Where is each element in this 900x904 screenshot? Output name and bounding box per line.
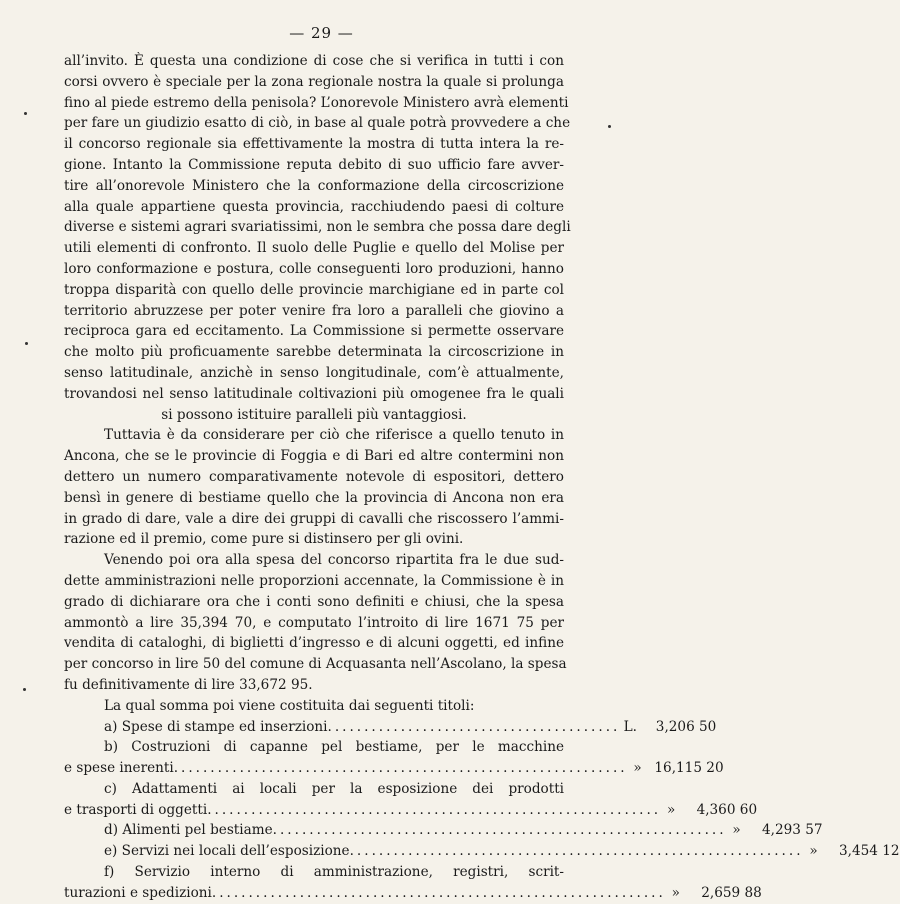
text-line: il concorso regionale sia effettivamente la mostra di tutta intera la re- bbox=[64, 136, 564, 153]
expense-amount: 16,115 20 bbox=[654, 760, 724, 777]
currency-mark: » bbox=[732, 822, 741, 839]
text-line: fino al piede estremo della penisola? L’onorevole Ministero avrà elementi bbox=[64, 94, 569, 111]
text-line: vendita di cataloghi, di biglietti d’ingresso e di alcuni oggetti, ed infine bbox=[64, 635, 564, 652]
expense-amount: 3,206 50 bbox=[655, 718, 717, 735]
expense-item bbox=[64, 883, 762, 904]
expense-amount: 3,454 12 bbox=[838, 843, 900, 860]
list-intro: La qual somma poi viene costituita dai seguenti titoli: bbox=[104, 697, 475, 714]
text-line: Ancona, che se le provincie di Foggia e di Bari ed altre contermini non bbox=[64, 448, 564, 465]
text-line: trovandosi nel senso latitudinale coltivazioni più omogenee fra le quali bbox=[64, 385, 564, 402]
leader-dots: .............................................................. bbox=[349, 843, 804, 860]
text-line: reciproca gara ed eccitamento. La Commissione si permette osservare bbox=[64, 323, 564, 340]
text-line: per concorso in lire 50 del comune di Acquasanta nell’Ascolano, la spesa bbox=[64, 656, 567, 673]
scan-speck bbox=[24, 112, 27, 115]
text-line: loro conformazione e postura, colle conseguenti loro produzioni, hanno bbox=[64, 260, 564, 277]
page-number: — 29 — bbox=[289, 24, 354, 42]
expense-item bbox=[64, 717, 717, 738]
text-line: alla quale appartiene questa provincia, racchiudendo paesi di colture bbox=[64, 198, 564, 215]
text-line: Venendo poi ora alla spesa del concorso ripartita fra le due sud- bbox=[104, 552, 564, 569]
scan-speck bbox=[25, 342, 28, 345]
text-line: Tuttavia è da considerare per ciò che riferisce a quello tenuto in bbox=[104, 427, 564, 444]
body-text bbox=[64, 51, 900, 904]
text-line: gione. Intanto la Commissione reputa debito di suo ufficio fare avver- bbox=[64, 156, 564, 173]
text-line: diverse e sistemi agrari svariatissimi, non le sembra che possa dare degli bbox=[64, 219, 571, 236]
text-line: tire all’onorevole Ministero che la conformazione della circoscrizione bbox=[64, 177, 564, 194]
scan-speck bbox=[608, 125, 611, 128]
scan-speck bbox=[23, 688, 26, 691]
expense-label-line: f) Servizio interno di amministrazione, registri, scrit- bbox=[104, 864, 564, 881]
text-line: senso latitudinale, anzichè in senso longitudinale, com’è attualmente, bbox=[64, 364, 564, 381]
paragraph-3 bbox=[64, 550, 567, 696]
expense-amount: 4,360 60 bbox=[696, 801, 758, 818]
expense-label-line: c) Adattamenti ai locali per la esposizione dei prodotti bbox=[104, 780, 564, 797]
expense-label-line: b) Costruzioni di capanne pel bestiame, per le macchine bbox=[104, 739, 564, 756]
leader-dots: ........................................ bbox=[327, 718, 621, 735]
expense-list bbox=[64, 717, 900, 904]
currency-mark: » bbox=[809, 843, 818, 860]
text-line: ammontò a lire 35,394 70, e computato l’introito di lire 1671 75 per bbox=[64, 614, 564, 631]
paragraph-1 bbox=[64, 51, 571, 425]
expense-label: e spese inerenti bbox=[64, 760, 174, 777]
expense-amount: 4,293 57 bbox=[762, 822, 823, 839]
leader-dots: .............................................................. bbox=[272, 822, 727, 839]
leader-dots: .............................................................. bbox=[173, 760, 628, 777]
currency-mark: L. bbox=[623, 718, 638, 735]
expense-label: e trasporti di oggetti bbox=[64, 801, 208, 818]
text-line: utili elementi di confronto. Il suolo delle Puglie e quello del Molise per bbox=[64, 240, 564, 257]
expense-item bbox=[64, 758, 724, 779]
text-line: per fare un giudizio esatto di ciò, in base al quale potrà provvedere a che bbox=[64, 115, 571, 132]
expense-item bbox=[64, 841, 900, 862]
expense-label: turazioni e spedizioni bbox=[64, 884, 212, 901]
leader-dots: .............................................................. bbox=[207, 801, 662, 818]
leader-dots: .............................................................. bbox=[211, 884, 666, 901]
currency-mark: » bbox=[671, 884, 680, 901]
expense-label: a) Spese di stampe ed inserzioni bbox=[104, 718, 328, 735]
currency-mark: » bbox=[633, 760, 642, 777]
expense-item bbox=[64, 820, 823, 841]
currency-mark: » bbox=[666, 801, 676, 818]
paragraph-2 bbox=[64, 425, 564, 550]
text-line: razione ed il premio, come pure si distinsero per gli ovini. bbox=[64, 531, 464, 548]
expense-label: e) Servizi nei locali dell’esposizione bbox=[104, 843, 350, 860]
expense-item bbox=[64, 800, 758, 821]
text-line: grado di dichiarare ora che i conti sono definiti e chiusi, che la spesa bbox=[64, 593, 564, 610]
text-line: che molto più proficuamente sarebbe determinata la circoscrizione in bbox=[64, 344, 564, 361]
text-line: troppa disparità con quello delle provincie marchigiane ed in parte col bbox=[64, 281, 564, 298]
text-line: fu definitivamente di lire 33,672 95. bbox=[64, 676, 313, 693]
expense-amount: 2,659 88 bbox=[701, 884, 762, 901]
expense-label: d) Alimenti pel bestiame bbox=[104, 822, 273, 839]
text-line: all’invito. È questa una condizione di cose che si verifica in tutti i con bbox=[64, 53, 564, 69]
text-line: dettero un numero comparativamente notevole di espositori, dettero bbox=[64, 468, 564, 485]
text-line: si possono istituire paralleli più vantaggiosi. bbox=[161, 406, 467, 423]
text-line: territorio abruzzese per poter venire fra loro a paralleli che giovino a bbox=[64, 302, 564, 319]
text-line: dette amministrazioni nelle proporzioni accennate, la Commissione è in bbox=[64, 572, 564, 589]
text-line: corsi ovvero è speciale per la zona regionale nostra la quale si prolunga bbox=[64, 73, 564, 90]
text-line: in grado di dare, vale a dire dei gruppi di cavalli che riscossero l’ammi- bbox=[64, 510, 564, 527]
text-line: bensì in genere di bestiame quello che la provincia di Ancona non era bbox=[64, 489, 564, 506]
